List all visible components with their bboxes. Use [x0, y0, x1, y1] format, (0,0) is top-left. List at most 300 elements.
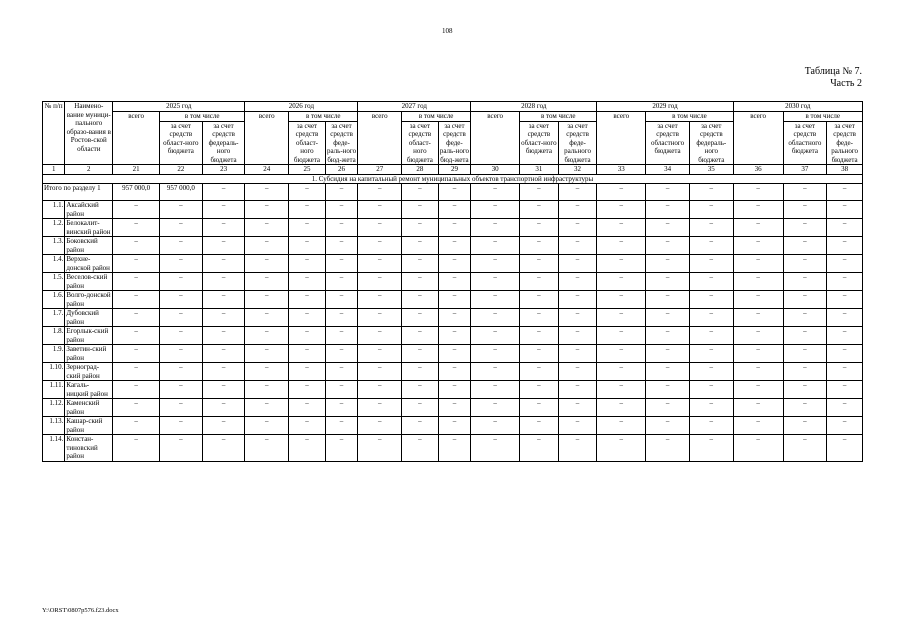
row-value: –: [289, 309, 326, 327]
row-value: –: [827, 201, 863, 219]
row-value: –: [245, 273, 289, 291]
row-value: –: [325, 273, 358, 291]
row-value: –: [783, 237, 827, 255]
row-value: –: [245, 381, 289, 399]
header-year: 2028 год: [471, 102, 597, 112]
row-value: –: [289, 201, 326, 219]
row-value: –: [245, 291, 289, 309]
table-row: [43, 237, 863, 255]
row-value: –: [289, 363, 326, 381]
row-value: –: [402, 201, 439, 219]
row-number: 1.13.: [43, 417, 65, 435]
row-value: –: [471, 219, 520, 237]
row-value: –: [827, 345, 863, 363]
row-value: –: [471, 363, 520, 381]
row-value: –: [358, 237, 402, 255]
row-value: –: [113, 201, 160, 219]
header-including: в том числе: [783, 112, 862, 122]
row-value: –: [827, 291, 863, 309]
column-number: 26: [325, 165, 358, 175]
row-value: –: [646, 219, 690, 237]
row-value: –: [783, 255, 827, 273]
row-value: –: [245, 435, 289, 462]
column-number: 35: [689, 165, 733, 175]
row-value: –: [646, 327, 690, 345]
row-value: –: [113, 345, 160, 363]
row-value: –: [783, 345, 827, 363]
row-value: –: [597, 201, 646, 219]
row-value: –: [646, 237, 690, 255]
row-value: –: [827, 219, 863, 237]
row-value: –: [733, 291, 783, 309]
column-number: 33: [597, 165, 646, 175]
row-value: –: [646, 417, 690, 435]
row-value: –: [783, 291, 827, 309]
row-value: –: [733, 345, 783, 363]
row-number: 1.3.: [43, 237, 65, 255]
row-value: –: [402, 291, 439, 309]
row-value: –: [689, 435, 733, 462]
row-value: –: [202, 309, 245, 327]
table-row: [43, 417, 863, 435]
row-value: –: [245, 345, 289, 363]
row-value: –: [159, 417, 202, 435]
row-value: –: [558, 273, 597, 291]
row-value: –: [202, 417, 245, 435]
header-federal-budget: за счет средств федераль-ного бюджета: [202, 121, 245, 165]
row-value: –: [646, 435, 690, 462]
header-federal-budget: за счет средств феде-рального бюджета: [558, 121, 597, 165]
header-year: 2025 год: [113, 102, 245, 112]
row-value: –: [597, 363, 646, 381]
row-value: –: [289, 237, 326, 255]
row-value: –: [113, 327, 160, 345]
row-value: –: [733, 201, 783, 219]
row-value: –: [733, 363, 783, 381]
header-total: всего: [113, 112, 160, 165]
row-value: –: [113, 417, 160, 435]
row-value: –: [689, 309, 733, 327]
column-number: 31: [520, 165, 559, 175]
row-value: –: [827, 237, 863, 255]
table-row: [43, 327, 863, 345]
row-value: –: [471, 417, 520, 435]
row-municipality-name: Зерноград-ский район: [65, 363, 113, 381]
row-value: –: [520, 363, 559, 381]
header-municipality: Наимено-вание муници-пального образо-вания в Ростов-ской области: [65, 102, 113, 165]
row-value: –: [689, 219, 733, 237]
row-value: –: [471, 381, 520, 399]
row-value: –: [402, 255, 439, 273]
row-value: –: [558, 291, 597, 309]
row-number: 1.5.: [43, 273, 65, 291]
header-year: 2027 год: [358, 102, 471, 112]
total-row-value: –: [520, 184, 559, 201]
row-municipality-name: Волго-донской район: [66, 291, 111, 308]
row-value: –: [471, 291, 520, 309]
row-value: –: [289, 291, 326, 309]
row-value: –: [646, 201, 690, 219]
row-value: –: [402, 363, 439, 381]
row-value: –: [783, 399, 827, 417]
row-value: –: [597, 273, 646, 291]
row-value: –: [733, 381, 783, 399]
row-value: –: [520, 201, 559, 219]
total-row-value: –: [827, 184, 863, 201]
row-number: 1.7.: [43, 309, 65, 327]
row-number: 1.8.: [43, 327, 65, 345]
row-value: –: [289, 255, 326, 273]
table-row: [43, 363, 863, 381]
row-value: –: [438, 381, 471, 399]
row-value: –: [358, 399, 402, 417]
row-value: –: [646, 363, 690, 381]
total-row-value: –: [646, 184, 690, 201]
row-value: –: [438, 435, 471, 462]
row-value: –: [733, 273, 783, 291]
header-federal-budget: за счет средств феде-рального бюджета: [827, 121, 863, 165]
row-value: –: [597, 291, 646, 309]
row-value: –: [827, 327, 863, 345]
row-value: –: [733, 399, 783, 417]
row-value: –: [402, 327, 439, 345]
row-value: –: [289, 381, 326, 399]
total-row-value: –: [558, 184, 597, 201]
row-value: –: [597, 309, 646, 327]
header-total: всего: [597, 112, 646, 165]
row-value: –: [358, 417, 402, 435]
row-value: –: [358, 327, 402, 345]
row-value: –: [358, 345, 402, 363]
row-value: –: [827, 435, 863, 462]
row-value: –: [289, 417, 326, 435]
row-value: –: [358, 381, 402, 399]
row-value: –: [689, 399, 733, 417]
row-value: –: [358, 201, 402, 219]
row-value: –: [689, 201, 733, 219]
row-municipality-name: Верхне-донской район: [65, 255, 113, 273]
header-including: в том числе: [289, 112, 358, 122]
row-value: –: [827, 381, 863, 399]
row-number: 1.10.: [43, 363, 65, 381]
row-value: –: [202, 381, 245, 399]
row-value: –: [597, 381, 646, 399]
row-value: –: [159, 327, 202, 345]
row-value: –: [113, 381, 160, 399]
row-value: –: [358, 291, 402, 309]
row-value: –: [689, 327, 733, 345]
row-value: –: [438, 237, 471, 255]
row-value: –: [438, 255, 471, 273]
row-value: –: [520, 309, 559, 327]
column-number: 30: [471, 165, 520, 175]
total-row-value: –: [438, 184, 471, 201]
row-value: –: [827, 363, 863, 381]
row-value: –: [689, 381, 733, 399]
row-value: –: [159, 399, 202, 417]
row-value: –: [783, 417, 827, 435]
row-value: –: [558, 381, 597, 399]
column-number: 25: [289, 165, 326, 175]
row-value: –: [597, 255, 646, 273]
total-row-value: –: [733, 184, 783, 201]
header-federal-budget: за счет средств феде-раль-ного бюд-жета: [439, 121, 470, 164]
row-value: –: [438, 363, 471, 381]
table-row: [43, 381, 863, 399]
row-value: –: [202, 273, 245, 291]
row-value: –: [159, 237, 202, 255]
budget-table: [42, 101, 863, 462]
row-value: –: [402, 435, 439, 462]
row-number: 1.4.: [43, 255, 65, 273]
row-value: –: [159, 201, 202, 219]
row-value: –: [520, 399, 559, 417]
row-number: 1.2.: [43, 219, 65, 237]
row-value: –: [558, 435, 597, 462]
row-value: –: [520, 435, 559, 462]
row-number: 1.9.: [43, 345, 65, 363]
row-value: –: [646, 381, 690, 399]
row-value: –: [358, 255, 402, 273]
row-value: –: [325, 219, 358, 237]
row-value: –: [558, 417, 597, 435]
row-value: –: [402, 237, 439, 255]
row-value: –: [558, 219, 597, 237]
row-value: –: [438, 201, 471, 219]
row-municipality-name: Дубовский район: [65, 309, 113, 327]
row-value: –: [113, 237, 160, 255]
row-value: –: [245, 309, 289, 327]
total-row-value: –: [325, 184, 358, 201]
header-total: всего: [471, 112, 520, 165]
row-value: –: [245, 363, 289, 381]
row-value: –: [558, 327, 597, 345]
column-number: 29: [438, 165, 471, 175]
row-municipality-name: Веселов-ский район: [65, 273, 113, 291]
table-row: [43, 219, 863, 237]
row-value: –: [325, 327, 358, 345]
row-value: –: [245, 417, 289, 435]
header-total: всего: [245, 112, 289, 165]
row-value: –: [202, 201, 245, 219]
row-value: –: [597, 417, 646, 435]
row-value: –: [597, 345, 646, 363]
row-value: –: [783, 309, 827, 327]
row-value: –: [733, 237, 783, 255]
row-value: –: [402, 381, 439, 399]
row-municipality-name: Заветин-ский район: [65, 345, 113, 363]
row-municipality-name: Кагаль-ницкий район: [65, 381, 113, 399]
row-value: –: [827, 399, 863, 417]
row-value: –: [597, 237, 646, 255]
row-value: –: [827, 273, 863, 291]
row-value: –: [558, 363, 597, 381]
row-municipality-name: Каменский район: [65, 399, 113, 417]
table-row: [43, 435, 863, 462]
row-value: –: [558, 399, 597, 417]
row-value: –: [159, 219, 202, 237]
row-municipality-name: Егорлык-ский район: [65, 327, 113, 345]
row-value: –: [325, 381, 358, 399]
header-federal-budget: за счет средств феде-раль-ного бюд-жета: [326, 121, 357, 164]
column-number: 23: [202, 165, 245, 175]
row-value: –: [520, 417, 559, 435]
row-value: –: [689, 237, 733, 255]
row-value: –: [520, 219, 559, 237]
total-row-value: –: [783, 184, 827, 201]
header-year: 2030 год: [733, 102, 862, 112]
row-value: –: [558, 345, 597, 363]
total-row-value: –: [202, 184, 245, 201]
row-value: –: [113, 435, 160, 462]
header-year: 2026 год: [245, 102, 358, 112]
row-value: –: [245, 255, 289, 273]
header-regional-budget: за счет средств областного бюджета: [646, 121, 690, 165]
row-value: –: [358, 363, 402, 381]
row-value: –: [325, 417, 358, 435]
table-row: [43, 201, 863, 219]
header-including: в том числе: [646, 112, 733, 122]
row-value: –: [471, 309, 520, 327]
row-value: –: [783, 381, 827, 399]
row-value: –: [289, 345, 326, 363]
row-value: –: [159, 273, 202, 291]
row-value: –: [402, 399, 439, 417]
row-value: –: [558, 255, 597, 273]
row-value: –: [827, 255, 863, 273]
footer-file-path: Y:\ORST\0807p576.f23.docx: [42, 607, 119, 614]
row-value: –: [202, 327, 245, 345]
row-value: –: [646, 255, 690, 273]
column-number: 22: [159, 165, 202, 175]
section-title: 1. Субсидия на капитальный ремонт муниципальных объектов транспортной инфраструктуры: [43, 174, 863, 184]
row-value: –: [520, 291, 559, 309]
total-row-value: –: [597, 184, 646, 201]
row-value: –: [558, 201, 597, 219]
row-value: –: [520, 237, 559, 255]
total-row-value: –: [358, 184, 402, 201]
row-value: –: [402, 273, 439, 291]
row-value: –: [597, 327, 646, 345]
row-value: –: [520, 345, 559, 363]
row-value: –: [402, 417, 439, 435]
total-row-value: –: [245, 184, 289, 201]
header-year: 2029 год: [597, 102, 733, 112]
table-row: [43, 345, 863, 363]
row-value: –: [471, 237, 520, 255]
table-row: [43, 273, 863, 291]
row-value: –: [159, 435, 202, 462]
row-municipality-name: Аксайский район: [65, 201, 113, 219]
column-number: 38: [827, 165, 863, 175]
row-value: –: [438, 417, 471, 435]
row-value: –: [558, 237, 597, 255]
row-value: –: [438, 345, 471, 363]
row-value: –: [438, 399, 471, 417]
row-value: –: [289, 399, 326, 417]
row-value: –: [689, 273, 733, 291]
row-value: –: [733, 435, 783, 462]
row-value: –: [113, 363, 160, 381]
column-number: 27: [358, 165, 402, 175]
row-value: –: [113, 273, 160, 291]
row-value: –: [689, 345, 733, 363]
column-number: 24: [245, 165, 289, 175]
row-number: 1.12.: [43, 399, 65, 417]
row-value: –: [202, 237, 245, 255]
total-row-value: 957 000,0: [113, 184, 160, 201]
row-value: –: [471, 345, 520, 363]
row-value: –: [325, 237, 358, 255]
row-value: –: [113, 291, 160, 309]
table-row: [43, 399, 863, 417]
total-row-value: –: [289, 184, 326, 201]
page-number: 108: [442, 27, 453, 35]
row-value: –: [646, 399, 690, 417]
row-value: –: [202, 255, 245, 273]
table-caption: [805, 66, 862, 90]
caption-part: Часть 2: [830, 78, 862, 89]
header-regional-budget: за счет средств областного бюджета: [783, 121, 827, 165]
row-value: –: [783, 201, 827, 219]
row-value: –: [358, 273, 402, 291]
row-value: –: [245, 219, 289, 237]
row-value: –: [402, 345, 439, 363]
header-number: № п/п: [43, 102, 65, 165]
row-value: –: [471, 201, 520, 219]
row-municipality-name: Кашар-ский район: [65, 417, 113, 435]
row-value: –: [471, 399, 520, 417]
row-value: –: [597, 399, 646, 417]
row-value: –: [325, 399, 358, 417]
row-value: –: [783, 435, 827, 462]
header-regional-budget: за счет средств област-ного бюджета: [520, 121, 559, 165]
row-value: –: [358, 219, 402, 237]
row-value: –: [358, 435, 402, 462]
row-value: –: [558, 309, 597, 327]
row-value: –: [159, 255, 202, 273]
row-value: –: [325, 435, 358, 462]
row-value: –: [783, 219, 827, 237]
row-value: –: [245, 399, 289, 417]
row-number: 1.1.: [43, 201, 65, 219]
row-value: –: [646, 273, 690, 291]
row-value: –: [827, 417, 863, 435]
row-value: –: [471, 435, 520, 462]
row-value: –: [325, 363, 358, 381]
table-row: [43, 309, 863, 327]
column-number: 2: [65, 165, 113, 175]
row-value: –: [689, 363, 733, 381]
row-value: –: [159, 363, 202, 381]
row-value: –: [289, 219, 326, 237]
row-value: –: [289, 435, 326, 462]
caption-table-number: Таблица № 7.: [804, 66, 862, 77]
row-municipality-name: Боковский район: [65, 237, 113, 255]
column-number: 1: [43, 165, 65, 175]
table-row: [43, 291, 863, 309]
row-value: –: [733, 255, 783, 273]
row-value: –: [733, 417, 783, 435]
row-value: –: [520, 381, 559, 399]
header-regional-budget: за счет средств област-ного бюджета: [159, 121, 202, 165]
row-value: –: [646, 309, 690, 327]
row-value: –: [520, 327, 559, 345]
row-value: –: [471, 255, 520, 273]
header-regional-budget: за счет средств област-ного бюджета: [289, 121, 326, 165]
row-number: 1.11.: [43, 381, 65, 399]
row-value: –: [827, 309, 863, 327]
